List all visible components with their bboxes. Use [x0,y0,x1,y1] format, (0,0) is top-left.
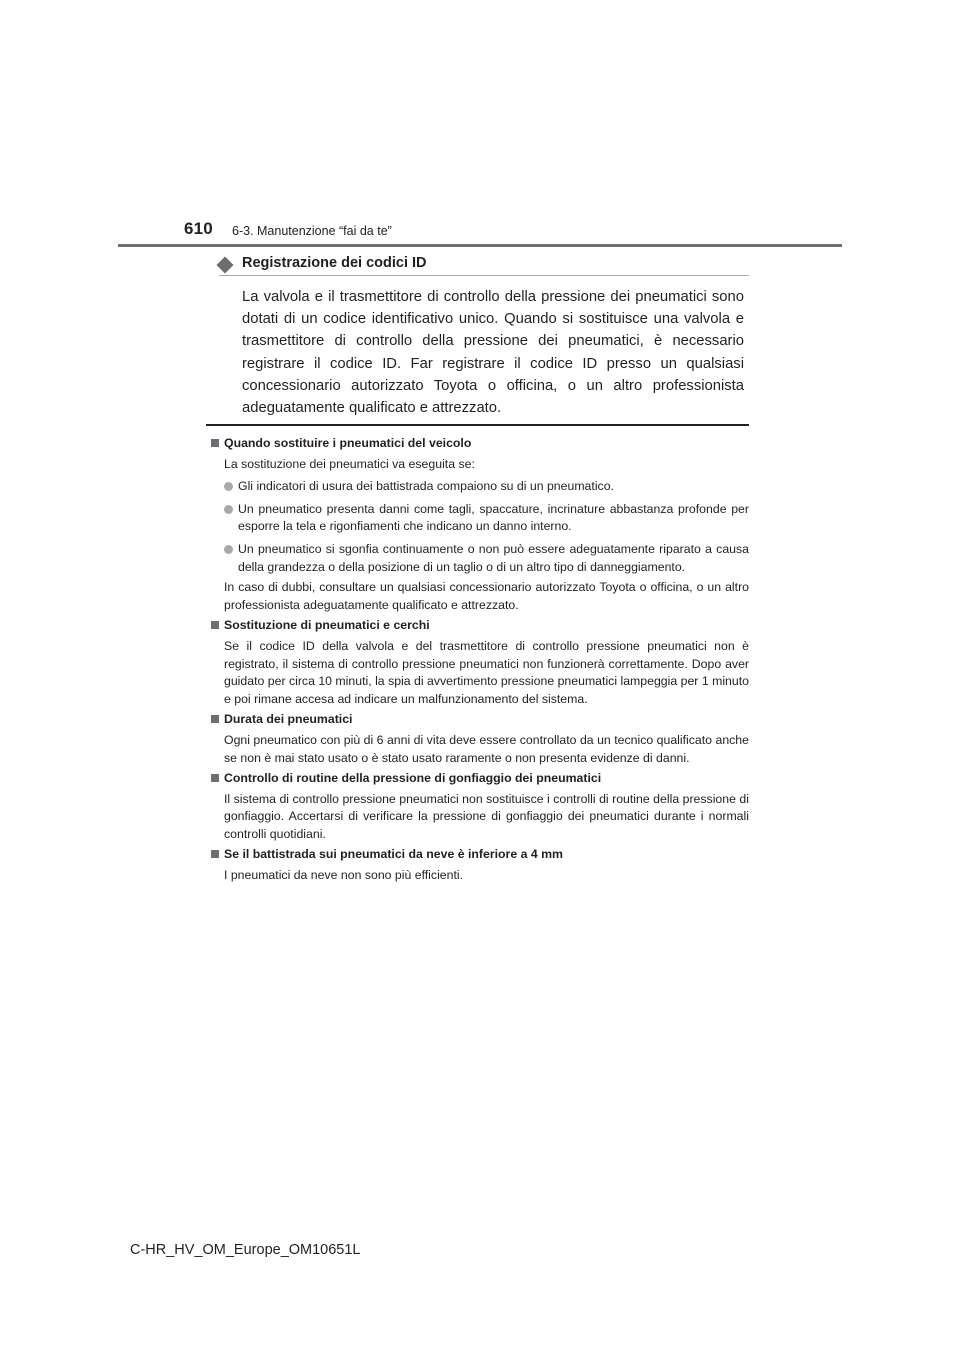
list-item-text: Un pneumatico presenta danni come tagli, spaccature, incrinature abbastanza profonde per esporre la tela e rigonfiamenti che indicano un danno interno. [238,501,749,534]
note-title [211,435,749,453]
note-title-text: Quando sostituire i pneumatici del veicolo [224,436,472,450]
note-title [211,617,749,635]
note-paragraph: Se il codice ID della valvola e del trasmettitore di controllo pressione pneumatici non è registrato, il sistema di controllo pressione pneumatici non funzionerà correttamente. Dopo aver guidato per circa 10 minuti, la spia di avvertimento pressione pneumatici lampeggia per 1 minuto e poi rimane accesa ad indicare un malfunzionamento del sistema. [224,638,749,706]
diamond-icon [217,257,234,274]
square-bullet-icon [211,439,219,447]
round-bullet-icon [224,505,233,514]
square-bullet-icon [211,850,219,858]
section-bottom-rule [206,424,749,426]
list-item [211,478,749,496]
note-title-text: Controllo di routine della pressione di gonfiaggio dei pneumatici [224,771,602,786]
round-bullet-icon [224,545,233,554]
page-number: 610 [184,219,213,238]
notes-list [211,432,749,885]
note-title-text: Durata dei pneumatici [224,712,353,727]
note-title-text: Sostituzione di pneumatici e cerchi [224,618,430,633]
note-paragraph: In caso di dubbi, consultare un qualsiasi concessionario autorizzato Toyota o officina, o un altro professionista adeguatamente qualificato e attrezzato. [224,580,749,612]
square-bullet-icon [211,774,219,782]
footer-doc-code: C-HR_HV_OM_Europe_OM10651L [130,1242,361,1258]
note-paragraph: Il sistema di controllo pressione pneumatici non sostituisce i controlli di routine della pressione di gonfiaggio. Accertarsi di verificare la pressione di gonfiaggio dei pneumatici durante i normali controlli quotidiani. [224,791,749,841]
header-rule [118,244,842,247]
round-bullet-icon [224,482,233,491]
section-heading-rule [219,275,749,276]
section-body: La valvola e il trasmettitore di controllo della pressione dei pneumatici sono dotati di un codice identificativo unico. Quando si sostituisce una valvola e trasmettitore di controllo della pressione dei pneumatici, è necessario registrare il codice ID. Far registrare il codice ID presso un qualsiasi concessionario autorizzato Toyota o officina, o un altro professionista adeguatamente qualificato e attrezzato. [242,289,744,417]
note-paragraph: La sostituzione dei pneumatici va eseguita se: [224,456,475,471]
note-paragraph: Ogni pneumatico con più di 6 anni di vita deve essere controllato da un tecnico qualificato anche se non è mai stato usato o è stato usato raramente o non presenta evidenze di danni. [224,732,749,765]
note-title [211,770,749,788]
note-title [211,711,749,729]
chapter-title: 6-3. Manutenzione “fai da te” [232,224,392,238]
square-bullet-icon [211,621,219,629]
note-title-text: Se il battistrada sui pneumatici da neve è inferiore a 4 mm [224,847,563,862]
section-heading: Registrazione dei codici ID [242,255,427,271]
list-item [211,501,749,536]
list-item-text: Un pneumatico si sgonfia continuamente o non può essere adeguatamente riparato a causa della grandezza o della posizione di un taglio o di un altro tipo di danneggiamento. [238,541,749,574]
note-title [211,846,749,864]
square-bullet-icon [211,715,219,723]
note-paragraph: I pneumatici da neve non sono più efficienti. [224,868,464,883]
list-item-text: Gli indicatori di usura dei battistrada compaiono su di un pneumatico. [238,479,614,494]
list-item [211,541,749,576]
